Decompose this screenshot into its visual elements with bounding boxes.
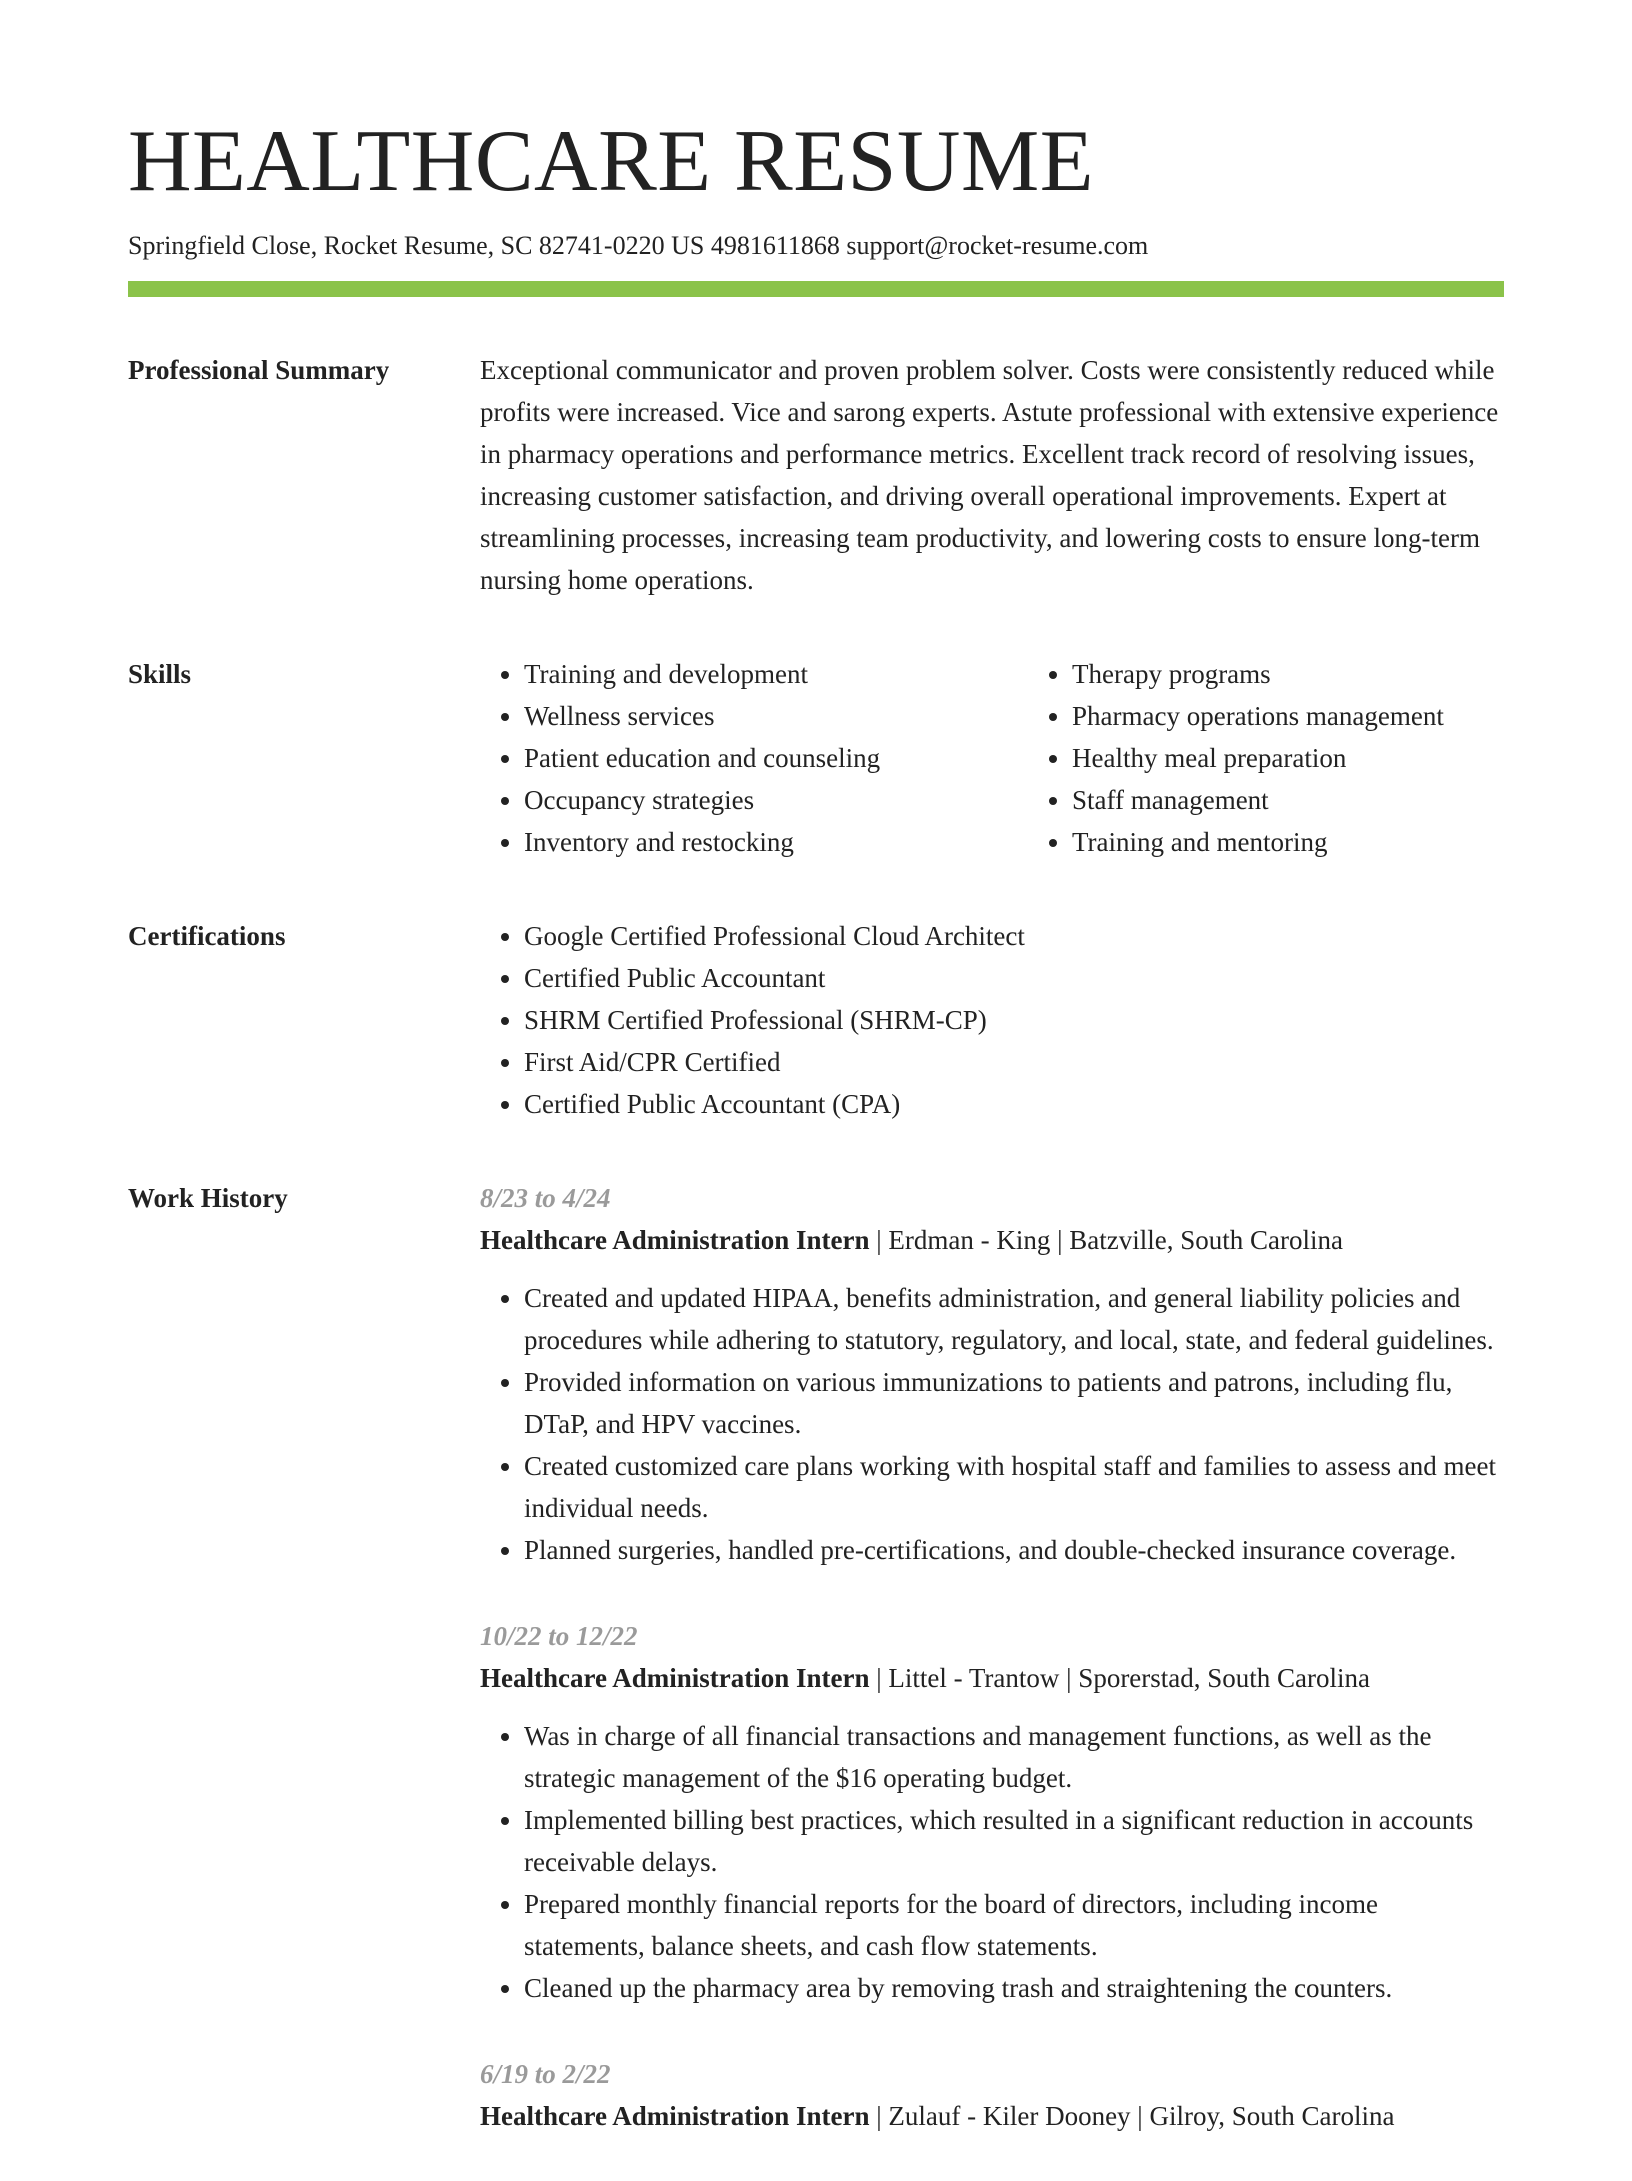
job-title: Healthcare Administration Intern [480, 1225, 870, 1256]
certification-item: • Certified Public Accountant [524, 957, 1504, 999]
job-dates: 10/22 to 12/22 [480, 1621, 638, 1652]
certification-item: • Certified Public Accountant (CPA) [524, 1083, 1504, 1125]
skill-item: • Healthy meal preparation [1072, 737, 1444, 779]
job-dates: 6/19 to 2/22 [480, 2059, 611, 2090]
certification-item: • SHRM Certified Professional (SHRM-CP) [524, 999, 1504, 1041]
work-history-section [128, 1177, 1504, 2181]
job-heading [480, 2095, 1504, 2137]
skill-item: • Inventory and restocking [524, 821, 1028, 863]
contact-line: Springfield Close, Rocket Resume, SC 82741-0220 US 4981611868 support@rocket-resume.com [128, 231, 1149, 260]
job-details: | Erdman - King | Batzville, South Carolina [869, 1225, 1343, 1256]
skills-label: Skills [128, 659, 192, 690]
job-bullet: • Created customized care plans working with hospital staff and families to assess and meet individual needs. [524, 1445, 1504, 1529]
summary-label: Professional Summary [128, 355, 390, 386]
accent-divider [128, 281, 1504, 297]
job-heading [480, 1219, 1504, 1261]
job-details: | Zulauf - Kiler Dooney | Gilroy, South Carolina [869, 2101, 1395, 2132]
job-bullet: • Was in charge of all financial transactions and management functions, as well as the strategic management of the $16 operating budget. [524, 1715, 1504, 1799]
job-entry [480, 1615, 1504, 2009]
job-bullet: • Planned surgeries, handled pre-certifications, and double-checked insurance coverage. [524, 1529, 1504, 1571]
job-bullet: • Created and updated HIPAA, benefits administration, and general liability policies and procedures while adhering to statutory, regulatory, and local, state, and federal guidelines. [524, 1277, 1504, 1361]
job-bullet: • Cleaned up the pharmacy area by removing trash and straightening the counters. [524, 1967, 1504, 2009]
skill-item: • Staff management [1072, 779, 1444, 821]
skill-item: • Training and development [524, 653, 1028, 695]
skills-list-right [1028, 653, 1444, 863]
skills-section [128, 653, 1504, 863]
certifications-label: Certifications [128, 921, 286, 952]
job-bullets [480, 1277, 1504, 1571]
certifications-list [480, 915, 1504, 1125]
work-history-label: Work History [128, 1183, 288, 1214]
skill-item: • Patient education and counseling [524, 737, 1028, 779]
job-title: Healthcare Administration Intern [480, 2101, 870, 2132]
job-entry [480, 2053, 1504, 2137]
skill-item: • Wellness services [524, 695, 1028, 737]
skills-list-left [480, 653, 1028, 863]
skill-item: • Pharmacy operations management [1072, 695, 1444, 737]
summary-text: Exceptional communicator and proven problem solver. Costs were consistently reduced while profits were increased. Vice and sarong experts. Astute professional with extensive experience in pharmacy operations and performance metrics. Excellent track record of resolving issues, increasing customer satisfaction, and driving overall operational improvements. Expert at streamlining processes, increasing team productivity, and lowering costs to ensure long-term nursing home operations. [480, 355, 1499, 596]
skill-item: • Therapy programs [1072, 653, 1444, 695]
job-details: | Littel - Trantow | Sporerstad, South Carolina [869, 1663, 1371, 1694]
job-heading [480, 1657, 1504, 1699]
work-history-body [480, 1177, 1504, 2181]
skill-item: • Training and mentoring [1072, 821, 1444, 863]
job-bullets [480, 1715, 1504, 2009]
certifications-section [128, 915, 1504, 1125]
summary-section [128, 349, 1504, 601]
certification-item: • Google Certified Professional Cloud Architect [524, 915, 1504, 957]
job-bullet: • Provided information on various immunizations to patients and patrons, including flu, DTaP, and HPV vaccines. [524, 1361, 1504, 1445]
job-entry [480, 1177, 1504, 1571]
certification-item: • First Aid/CPR Certified [524, 1041, 1504, 1083]
job-title: Healthcare Administration Intern [480, 1663, 870, 1694]
job-bullet: • Prepared monthly financial reports for the board of directors, including income statements, balance sheets, and cash flow statements. [524, 1883, 1504, 1967]
job-dates: 8/23 to 4/24 [480, 1183, 611, 1214]
skill-item: • Occupancy strategies [524, 779, 1028, 821]
job-bullet: • Implemented billing best practices, which resulted in a significant reduction in accounts receivable delays. [524, 1799, 1504, 1883]
certifications-body [480, 915, 1504, 1125]
resume-title: HEALTHCARE RESUME [128, 113, 1094, 210]
skills-body [480, 653, 1504, 863]
summary-body [480, 349, 1504, 601]
